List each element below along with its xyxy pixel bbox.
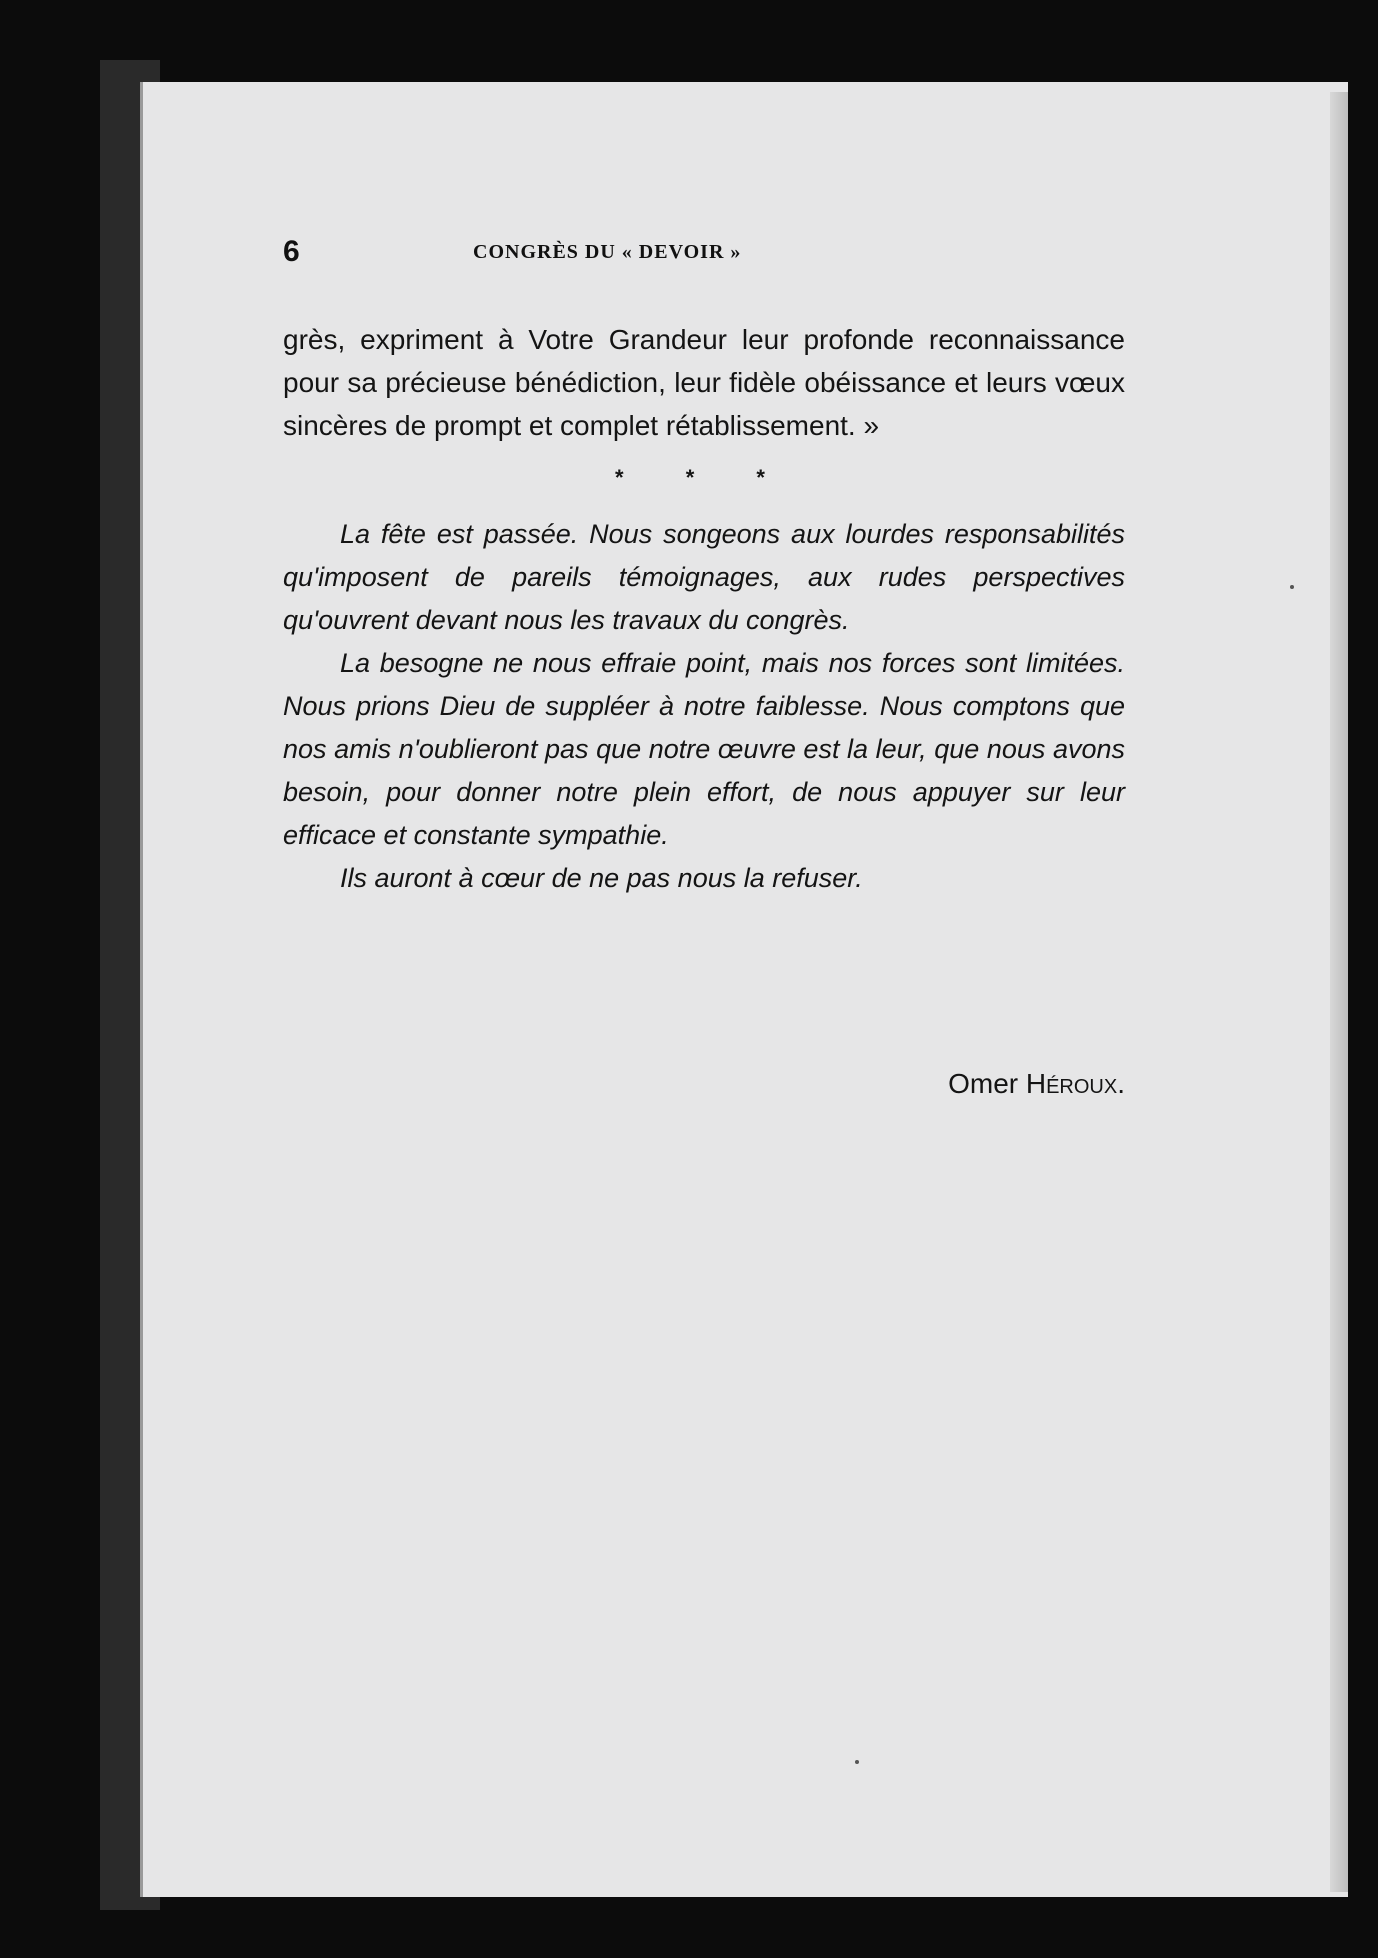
- opening-paragraph: grès, expriment à Votre Grandeur leur profonde reconnaissance pour sa précieuse bénédiction, leur fidèle obéissance et leurs vœux sincères de prompt et complet rétablissement. »: [283, 324, 1125, 441]
- page-body: [283, 318, 1125, 1099]
- italic-paragraph: La fête est passée. Nous songeons aux lourdes responsabilités qu'imposent de pareils témoignages, aux rudes perspectives qu'ouvrent devant nous les travaux du congrès.: [283, 519, 1125, 635]
- author-signature: [948, 1068, 1125, 1100]
- scan-speck: [855, 1760, 859, 1764]
- running-title: CONGRÈS DU « DEVOIR »: [473, 241, 742, 263]
- italic-paragraph: La besogne ne nous effraie point, mais nos forces sont limitées. Nous prions Dieu de suppléer à notre faiblesse. Nous comptons que nos amis n'oublieront pas que notre œuvre est la leur, que nous avons besoin, pour donner notre plein effort, de nous appuyer sur leur efficace et constante sympathie.: [283, 648, 1125, 850]
- page-header: [283, 235, 1023, 275]
- page-binding-edge: [1330, 92, 1348, 1892]
- page-number: 6: [283, 235, 300, 268]
- scan-speck: [1290, 585, 1294, 589]
- author-first-name: Omer: [948, 1068, 1019, 1099]
- italic-paragraph: Ils auront à cœur de ne pas nous la refuser.: [340, 863, 863, 893]
- author-last-name: Héroux.: [1025, 1068, 1125, 1099]
- section-separator: * * *: [615, 465, 793, 490]
